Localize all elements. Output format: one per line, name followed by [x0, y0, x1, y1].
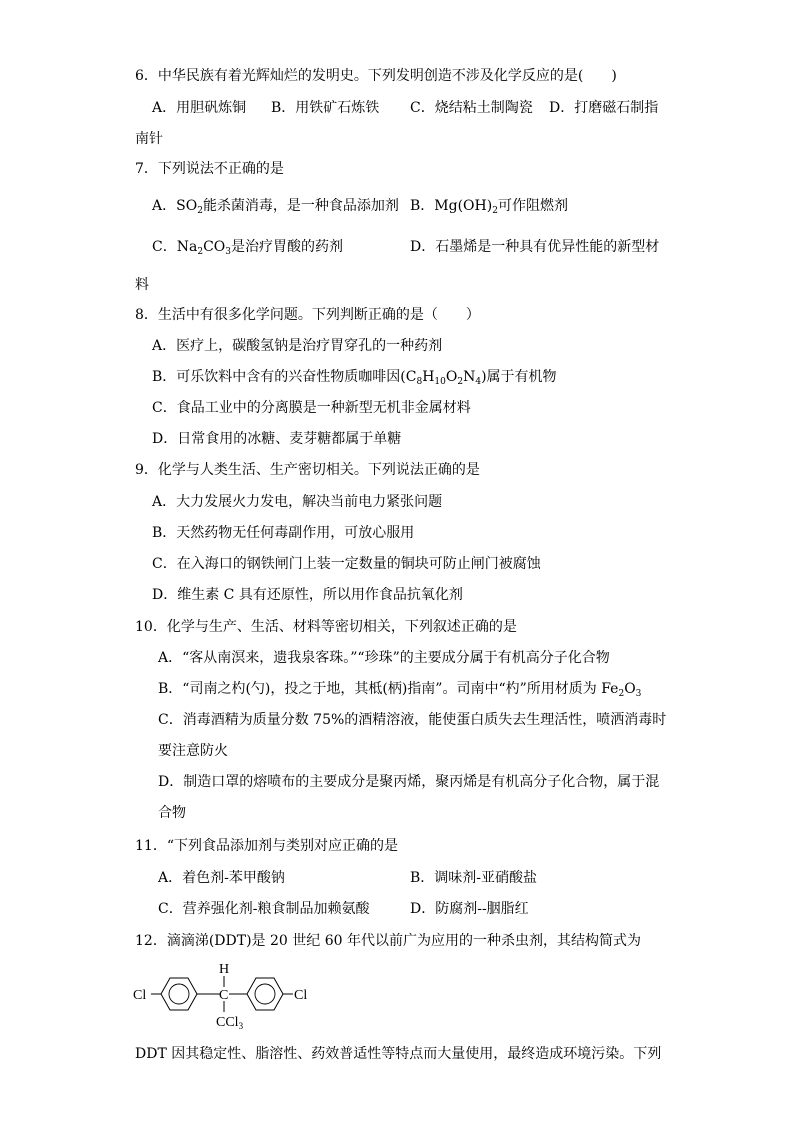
q7-option-c: C．$Na_2CO_3$是治疗胃酸的药剂 [152, 239, 343, 257]
right-benzene-ring [247, 978, 283, 1010]
q10-option-d-cont: 合物 [158, 805, 186, 821]
q6-option-c: C．烧结粘土制陶瓷 [410, 100, 533, 116]
q9-option-a: A．大力发展火力发电，解决当前电力紧张问题 [152, 494, 443, 510]
q11-stem: 11．“下列食品添加剂与类别对应正确的是 [135, 838, 398, 854]
q7-option-a: A．$SO_2$能杀菌消毒，是一种食品添加剂 [152, 198, 399, 216]
q9-option-c: C．在入海口的钢铁闸门上装一定数量的铜块可防止闸门被腐蚀 [152, 556, 541, 572]
left-benzene-ring [161, 978, 197, 1010]
q7-stem: 7．下列说法不正确的是 [135, 161, 284, 177]
q8-option-d: D．日常食用的冰糖、麦芽糖都属于单糖 [152, 431, 402, 447]
q10-option-b: B．“司南之杓(勺)，投之于地，其柢(柄)指南”。司南中“杓”所用材质为 $Fe_2O_3$ [158, 681, 642, 699]
ddt-ccl3: CCl$_3$ [216, 1015, 244, 1031]
q6-option-a: A．用胆矾炼铜 [152, 100, 247, 116]
q12-stem: 12．滴滴涕(DDT)是 20 世纪 60 年代以前广为应用的一种杀虫剂，其结构简式为 [135, 933, 641, 949]
q8-option-a: A．医疗上，碳酸氢钠是治疗胃穿孔的一种药剂 [152, 338, 443, 354]
q6-option-d: D．打磨磁石制指 [549, 100, 659, 116]
q11-option-c: C．营养强化剂-粮食制品加赖氨酸 [158, 901, 370, 917]
q8-option-b: B．可乐饮料中含有的兴奋性物质咖啡因$(C_8H_{10}O_2N_4)$属于有机物 [152, 369, 557, 387]
ddt-left-cl: Cl [133, 988, 147, 1003]
q6-option-b: B．用铁矿石炼铁 [271, 100, 380, 116]
q7-option-b: B．$Mg(OH)_2$可作阻燃剂 [410, 198, 568, 216]
q9-option-b: B．天然药物无任何毒副作用，可放心服用 [152, 525, 415, 541]
q6-option-d-cont: 南针 [135, 131, 163, 147]
q6-stem: 6．中华民族有着光辉灿烂的发明史。下列发明创造不涉及化学反应的是( ) [135, 68, 617, 84]
ddt-structure-diagram [133, 958, 323, 1034]
q9-option-d: D．维生素 C 具有还原性，所以用作食品抗氧化剂 [152, 587, 463, 603]
q11-option-d: D．防腐剂--胭脂红 [410, 901, 529, 917]
q10-option-a: A．“客从南溟来，遗我泉客珠。”“珍珠”的主要成分属于有机高分子化合物 [158, 650, 610, 666]
q10-option-c: C．消毒酒精为质量分数 75%的酒精溶液，能使蛋白质失去生理活性，喷洒消毒时 [158, 712, 667, 728]
q11-option-b: B．调味剂-亚硝酸盐 [410, 870, 538, 886]
q9-stem: 9．化学与人类生活、生产密切相关。下列说法正确的是 [135, 462, 480, 478]
q7-option-d: D．石墨烯是一种具有优异性能的新型材 [410, 239, 660, 255]
ddt-right-cl: Cl [294, 988, 308, 1003]
ddt-h: H [219, 962, 230, 977]
q8-option-c: C．食品工业中的分离膜是一种新型无机非金属材料 [152, 400, 471, 416]
q10-option-c-cont: 要注意防火 [158, 743, 228, 759]
q11-option-a: A．着色剂-苯甲酸钠 [158, 870, 285, 886]
q8-stem: 8．生活中有很多化学问题。下列判断正确的是（ ） [135, 307, 480, 323]
q7-option-d-cont: 料 [135, 277, 149, 293]
q10-option-d: D．制造口罩的熔喷布的主要成分是聚丙烯，聚丙烯是有机高分子化合物，属于混 [158, 774, 660, 790]
q12-text: DDT 因其稳定性、脂溶性、药效普适性等特点而大量使用，最终造成环境污染。下列 [135, 1046, 662, 1062]
ddt-center-c: C [219, 988, 229, 1003]
q10-stem: 10．化学与生产、生活、材料等密切相关，下列叙述正确的是 [135, 619, 517, 635]
